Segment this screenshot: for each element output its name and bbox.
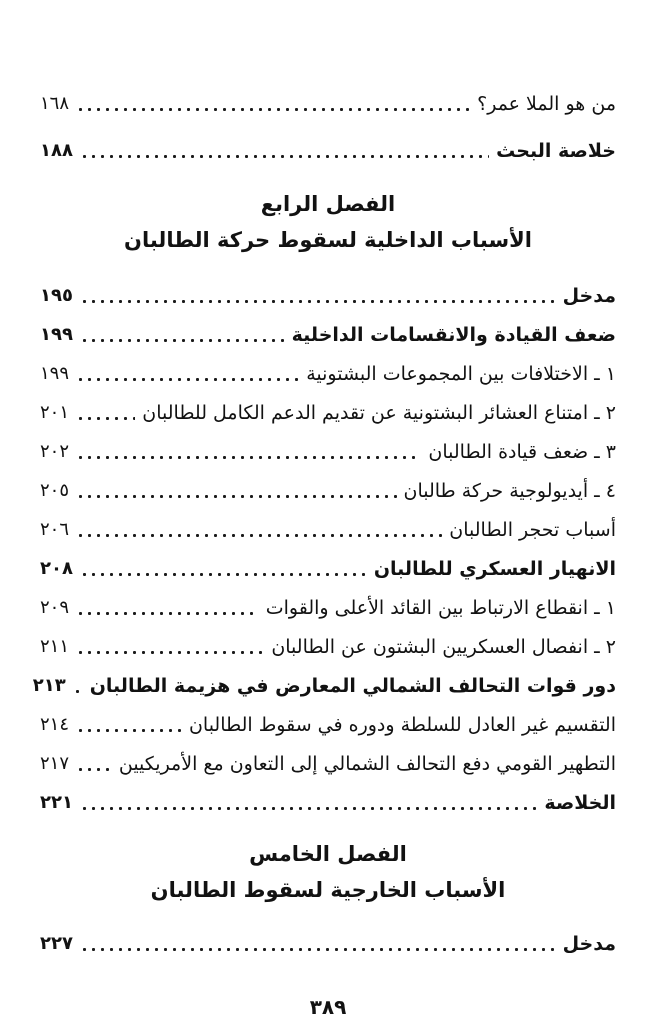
dotted-leader: [80, 339, 285, 342]
chapter-title: الفصل الرابع: [260, 192, 396, 216]
toc-entry-title: ١ ـ انقطاع الارتباط بين القائد الأعلى والقوات: [265, 596, 616, 619]
toc-row: [40, 588, 616, 627]
dotted-leader: [76, 729, 182, 732]
toc-row: [40, 783, 616, 822]
toc-row: [40, 354, 616, 393]
dotted-leader: [76, 534, 442, 537]
toc-entry-title: ٤ ـ أيديولوجية حركة طالبان: [403, 479, 616, 502]
toc-row: [40, 131, 616, 170]
toc-entry-page: ١٩٩: [40, 363, 70, 384]
toc-entry-title: التطهير القومي دفع التحالف الشمالي إلى التعاون مع الأمريكيين: [118, 752, 616, 775]
toc-entry-page: ٢٢٧: [40, 933, 73, 954]
toc-entry-page: ١٨٨: [40, 140, 73, 161]
toc-row: [40, 393, 616, 432]
chapter-title: الفصل الخامس: [249, 842, 407, 866]
toc-entry-page: ٢١٣: [32, 675, 66, 696]
chapter-five-heading: [40, 836, 616, 908]
toc-entry-title: ١ ـ الاختلافات بين المجموعات البشتونية: [306, 362, 616, 385]
chapter-four-heading: [40, 186, 616, 258]
toc-row: [40, 627, 616, 666]
toc-entry-title: الخلاصة: [544, 791, 616, 814]
dotted-leader: [73, 690, 83, 693]
toc-entry-title: مدخل: [562, 284, 616, 307]
toc-row: [40, 744, 616, 783]
toc-entry-page: ٢٠١: [40, 402, 70, 423]
toc-entry-page: ٢٢١: [40, 792, 73, 813]
dotted-leader: [76, 456, 421, 459]
toc-entry-title: ٢ ـ امتناع العشائر البشتونية عن تقديم الدعم الكامل للطالبان: [142, 401, 616, 424]
chapter-subtitle: الأسباب الداخلية لسقوط حركة الطالبان: [124, 228, 532, 252]
dotted-leader: [76, 768, 112, 771]
toc-row: [32, 666, 616, 705]
toc-entry-page: ٢٠٦: [40, 519, 70, 540]
toc-entry-title: ٢ ـ انفصال العسكريين البشتون عن الطالبان: [271, 635, 616, 658]
toc-row: [40, 276, 616, 315]
toc-entry-page: ٢١٧: [40, 753, 70, 774]
toc-entry-title: الانهيار العسكري للطالبان: [373, 557, 616, 580]
dotted-leader: [76, 651, 264, 654]
dotted-leader: [80, 948, 556, 951]
toc-entry-page: ٢٠٩: [40, 597, 70, 618]
chapter-subtitle: الأسباب الخارجية لسقوط الطالبان: [150, 878, 506, 902]
toc-entry-page: ٢١٤: [40, 714, 70, 735]
dotted-leader: [80, 155, 489, 158]
toc-entry-page: ٢١١: [40, 636, 70, 657]
dotted-leader: [76, 378, 299, 381]
toc-row: [40, 705, 616, 744]
dotted-leader: [76, 417, 135, 420]
toc-entry-page: ٢٠٥: [40, 480, 70, 501]
toc-row: [40, 315, 616, 354]
toc-entry-page: ١٩٩: [40, 324, 73, 345]
toc-entry-title: ضعف القيادة والانقسامات الداخلية: [291, 323, 616, 346]
toc-entry-title: خلاصة البحث: [496, 139, 616, 162]
dotted-leader: [76, 612, 259, 615]
toc-entry-title: مدخل: [562, 932, 616, 955]
toc-entry-title: أسباب تحجر الطالبان: [449, 518, 616, 541]
toc-entry-title: من هو الملا عمر؟: [477, 92, 616, 115]
dotted-leader: [80, 300, 556, 303]
toc-entry-page: ١٩٥: [40, 285, 73, 306]
toc-row: [40, 924, 616, 963]
toc-row: [40, 549, 616, 588]
toc-entry-title: التقسيم غير العادل للسلطة ودوره في سقوط الطالبان: [188, 713, 616, 736]
dotted-leader: [76, 495, 396, 498]
toc-entry-page: ٢٠٨: [40, 558, 73, 579]
toc-row: [40, 84, 616, 123]
dotted-leader: [80, 807, 537, 810]
toc-row: [40, 432, 616, 471]
toc-entry-page: ١٦٨: [40, 93, 70, 114]
toc-entry-title: ٣ ـ ضعف قيادة الطالبان: [428, 440, 616, 463]
page-number: ٣٨٩: [309, 995, 347, 1019]
toc-row: [40, 510, 616, 549]
dotted-leader: [80, 573, 367, 576]
dotted-leader: [76, 108, 470, 111]
toc-row: [40, 471, 616, 510]
toc-entry-page: ٢٠٢: [40, 441, 70, 462]
toc-entry-title: دور قوات التحالف الشمالي المعارض في هزيمة الطالبان: [89, 674, 616, 697]
